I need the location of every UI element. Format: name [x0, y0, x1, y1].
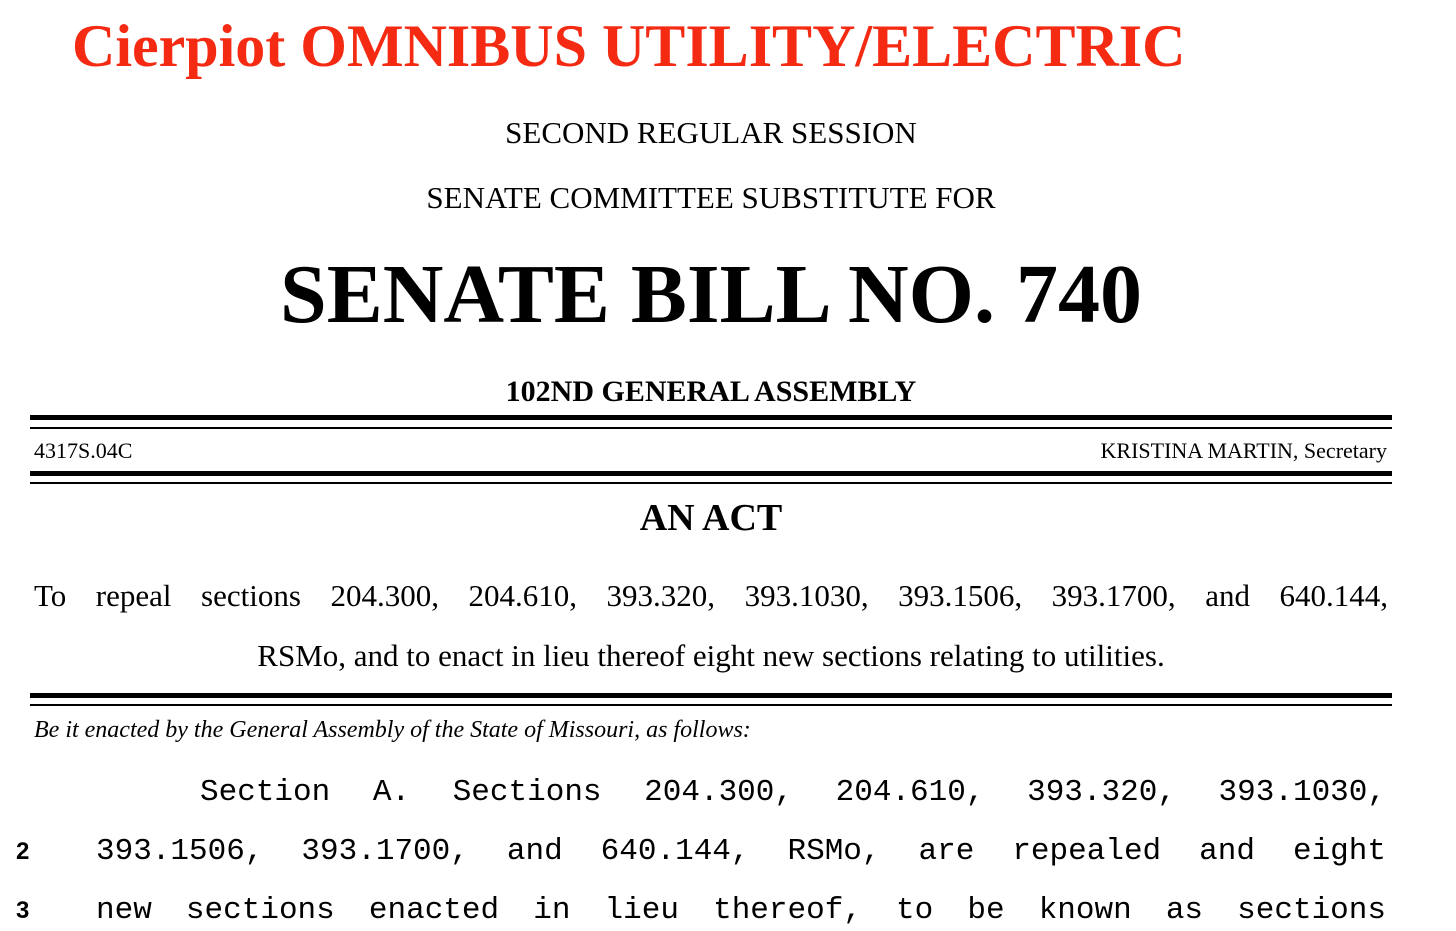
rule-bottom-thick — [30, 693, 1392, 698]
rule-bottom-thin — [30, 704, 1392, 706]
rule-top-thin — [30, 427, 1392, 429]
act-title-line-2: RSMo, and to enact in lieu thereof eight new sections relating to utilities. — [257, 638, 1165, 673]
bill-code: 4317S.04C — [34, 438, 133, 463]
assembly-label: 102ND GENERAL ASSEMBLY — [505, 375, 917, 408]
body-line: Section A. Sections 204.300, 204.610, 393.320, 393.1030, — [200, 775, 1386, 810]
secretary-label: KRISTINA MARTIN, Secretary — [1100, 438, 1387, 463]
enacting-clause: Be it enacted by the General Assembly of the State of Missouri, as follows: — [34, 717, 751, 743]
rule-mid-thick — [30, 471, 1392, 476]
substitute-label: SENATE COMMITTEE SUBSTITUTE FOR — [426, 180, 996, 215]
overlay-title: Cierpiot OMNIBUS UTILITY/ELECTRIC — [72, 13, 1186, 79]
rule-mid-thin — [30, 482, 1392, 484]
bill-title: SENATE BILL NO. 740 — [279, 248, 1143, 341]
act-title-line-1: To repeal sections 204.300, 204.610, 393.320, 393.1030, 393.1506, 393.1700, and 640.144, — [34, 578, 1388, 613]
line-number: 2 — [16, 838, 30, 865]
session-label: SECOND REGULAR SESSION — [505, 115, 917, 150]
body-line: new sections enacted in lieu thereof, to be known as sections — [96, 893, 1386, 928]
body-line: 393.1506, 393.1700, and 640.144, RSMo, are repealed and eight — [96, 834, 1386, 869]
rule-top-thick — [30, 415, 1392, 420]
line-number: 3 — [16, 897, 30, 924]
act-title — [34, 566, 1388, 686]
act-heading: AN ACT — [639, 497, 783, 539]
